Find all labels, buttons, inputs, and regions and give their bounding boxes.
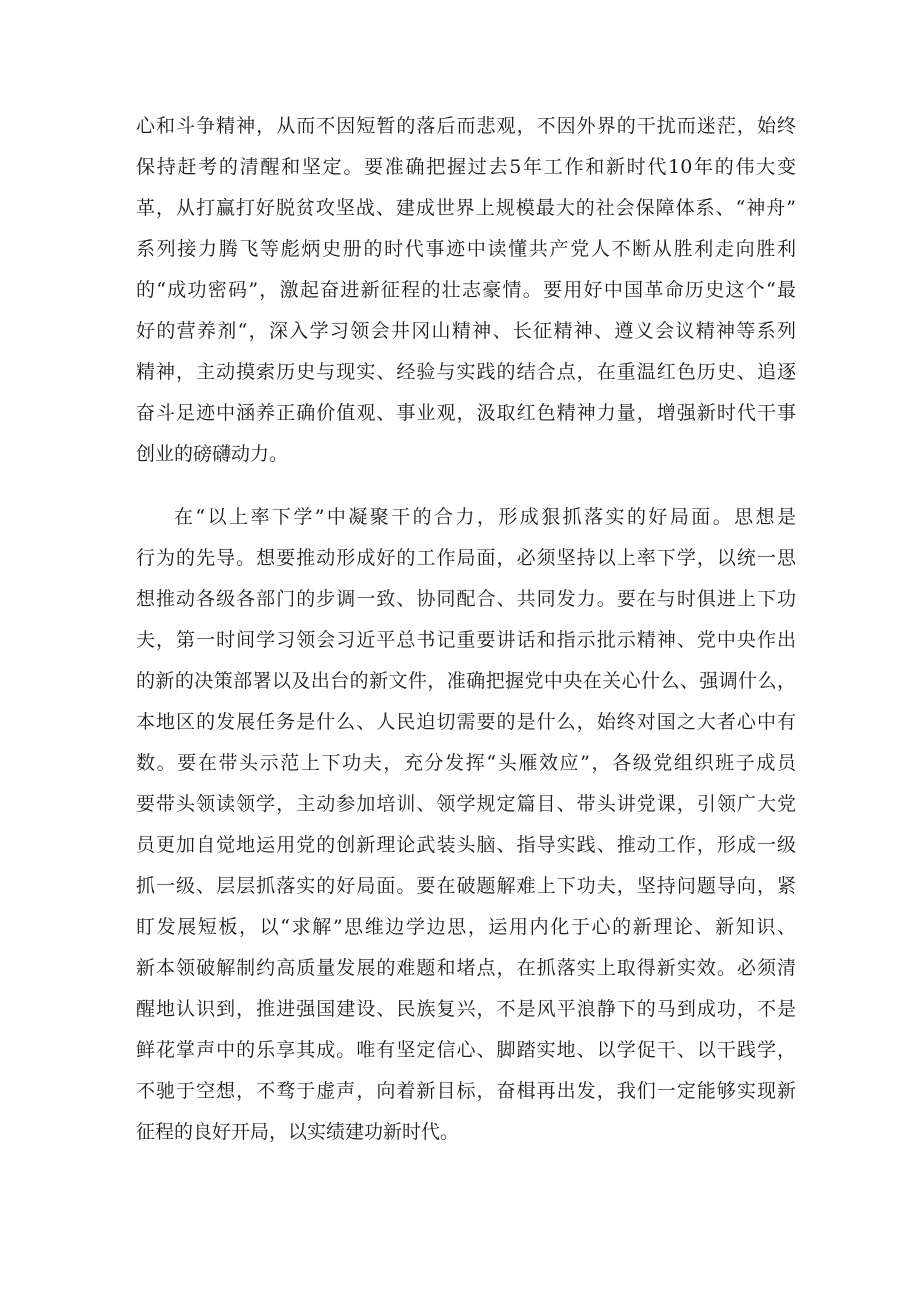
text-line: 新本领破解制约高质量发展的难题和堵点，在抓落实上取得新实效。必须清 <box>136 957 796 979</box>
text-line: 不驰于空想，不骛于虚声，向着新目标，奋楫再出发，我们一定能够实现新 <box>136 1080 796 1102</box>
text-line: 醒地认识到，推进强国建设、民族复兴，不是风平浪静下的马到成功，不是 <box>136 998 796 1020</box>
text-line: 在“以上率下学”中凝聚干的合力，形成狠抓落实的好局面。思想是 <box>174 506 796 528</box>
text-line: 奋斗足迹中涵养正确价值观、事业观，汲取红色精神力量，增强新时代干事 <box>136 402 796 424</box>
text-line: 盯发展短板，以“求解”思维边学边思，运用内化于心的新理论、新知识、 <box>136 916 796 938</box>
text-line: 员更加自觉地运用党的创新理论武装头脑、指导实践、推动工作，形成一级 <box>136 834 796 856</box>
text-line: 本地区的发展任务是什么、人民迫切需要的是什么，始终对国之大者心中有 <box>136 711 796 733</box>
text-line: 好的营养剂“，深入学习领会井冈山精神、长征精神、遵义会议精神等系列 <box>136 320 796 342</box>
text-line: 行为的先导。想要推动形成好的工作局面，必须坚持以上率下学，以统一思 <box>136 547 796 569</box>
text-line: 创业的磅礴动力。 <box>136 443 289 465</box>
text-line: 要带头领读领学，主动参加培训、领学规定篇目、带头讲党课，引领广大党 <box>136 793 796 815</box>
text-line: 精神，主动摸索历史与现实、经验与实践的结合点，在重温红色历史、追逐 <box>136 361 796 383</box>
text-line: 想推动各级各部门的步调一致、协同配合、共同发力。要在与时俱进上下功 <box>136 588 796 610</box>
paragraph-2 <box>136 497 796 1153</box>
text-line: 心和斗争精神，从而不因短暂的落后而悲观，不因外界的干扰而迷茫，始终 <box>136 115 796 137</box>
text-line: 系列接力腾飞等彪炳史册的时代事迹中读懂共产党人不断从胜利走向胜利 <box>136 238 796 260</box>
text-line: 夫，第一时间学习领会习近平总书记重要讲话和指示批示精神、党中央作出 <box>136 629 796 651</box>
text-line: 抓一级、层层抓落实的好局面。要在破题解难上下功夫，坚持问题导向，紧 <box>136 875 796 897</box>
document-body <box>136 106 796 1153</box>
text-line: 征程的良好开局，以实绩建功新时代。 <box>136 1121 460 1143</box>
text-line: 保持赶考的清醒和坚定。要准确把握过去5年工作和新时代10年的伟大变 <box>136 156 796 178</box>
text-line: 鲜花掌声中的乐享其成。唯有坚定信心、脚踏实地、以学促干、以干践学， <box>136 1039 796 1061</box>
text-line: 的“成功密码”，激起奋进新征程的壮志豪情。要用好中国革命历史这个“最 <box>136 279 796 301</box>
text-line: 革，从打赢打好脱贫攻坚战、建成世界上规模最大的社会保障体系、“神舟” <box>136 197 796 219</box>
paragraph-1 <box>136 106 796 475</box>
text-line: 数。要在带头示范上下功夫，充分发挥“头雁效应”，各级党组织班子成员 <box>136 752 796 774</box>
text-line: 的新的决策部署以及出台的新文件，准确把握党中央在关心什么、强调什么， <box>136 670 796 692</box>
